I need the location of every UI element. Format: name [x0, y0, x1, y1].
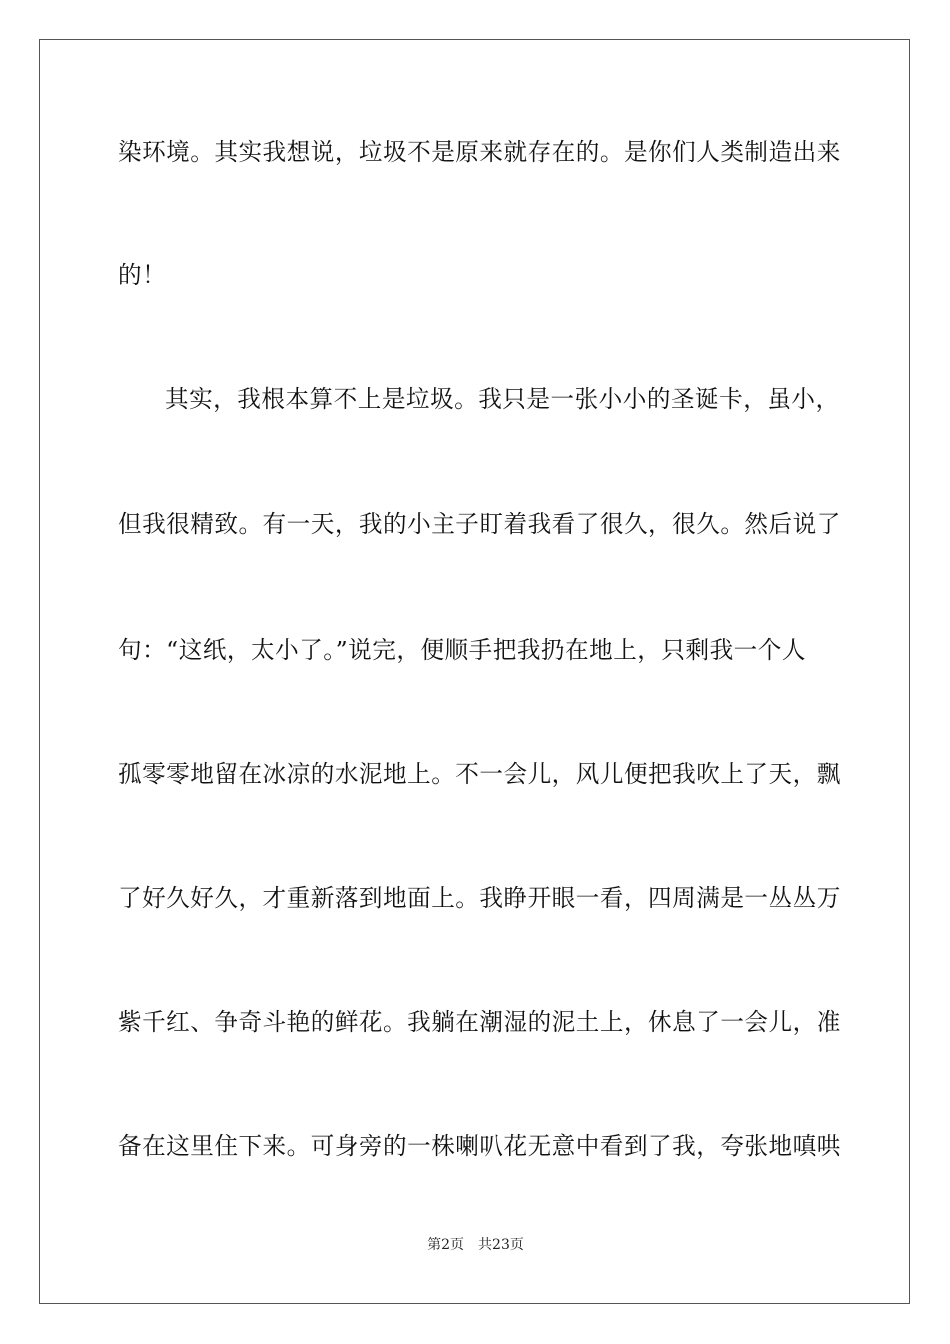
page-total: 共23页 — [478, 1237, 524, 1253]
page — [39, 39, 910, 1304]
body-text-line: 的！ — [118, 261, 167, 289]
body-text-line: 句：“这纸，太小了。”说完，便顺手把我扔在地上，只剩我一个人 — [118, 636, 806, 664]
page-footer — [40, 1235, 911, 1255]
body-text-line: 备在这里住下来。可身旁的一株喇叭花无意中看到了我，夸张地嗔哄 — [118, 1132, 841, 1160]
body-text-line: 孤零零地留在冰凉的水泥地上。不一会儿，风儿便把我吹上了天，飘 — [118, 760, 841, 788]
body-text-line: 染环境。其实我想说，垃圾不是原来就存在的。是你们人类制造出来 — [118, 138, 841, 166]
paragraph-start-line: 其实，我根本算不上是垃圾。我只是一张小小的圣诞卡，虽小， — [165, 385, 840, 413]
page-number: 第2页 — [427, 1237, 465, 1253]
body-text-line: 但我很精致。有一天，我的小主子盯着我看了很久，很久。然后说了 — [118, 510, 841, 538]
body-text-line: 紫千红、争奇斗艳的鲜花。我躺在潮湿的泥土上，休息了一会儿，准 — [118, 1008, 841, 1036]
body-text-line: 了好久好久，才重新落到地面上。我睁开眼一看，四周满是一丛丛万 — [118, 884, 841, 912]
